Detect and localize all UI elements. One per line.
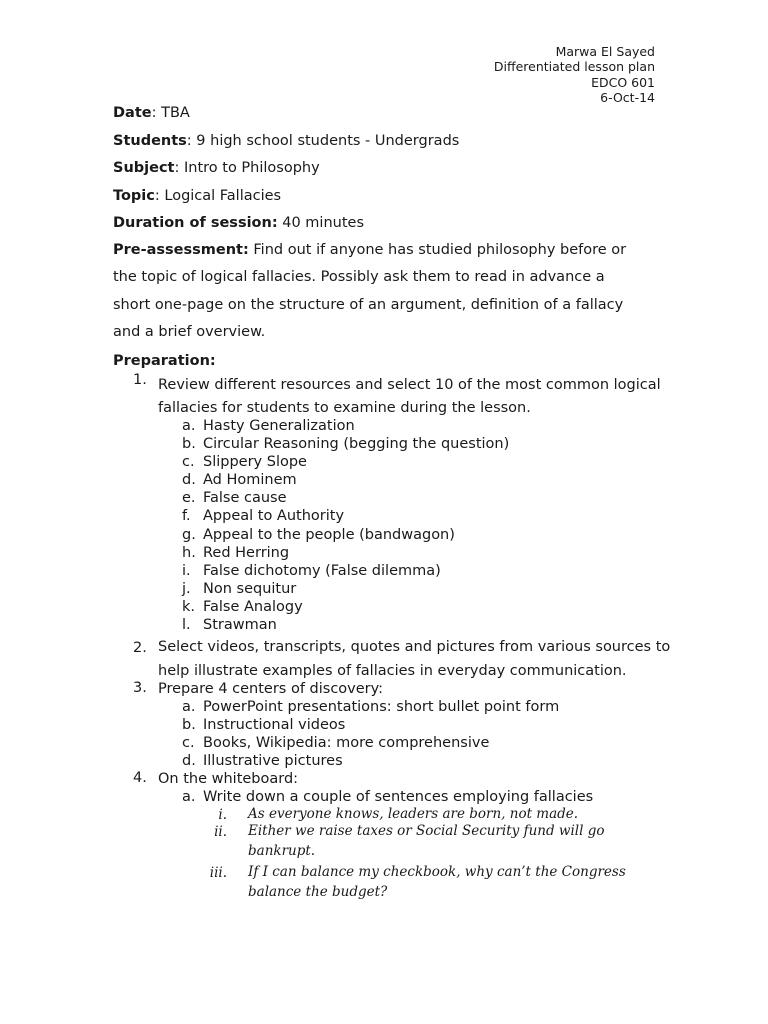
list-text: False Analogy: [203, 598, 303, 615]
preassessment-line: and a brief overview.: [113, 324, 266, 340]
date-field: [113, 104, 703, 122]
list-text: On the whiteboard:: [158, 771, 299, 787]
list-marker: ii.: [214, 823, 227, 840]
list-item: [158, 788, 703, 904]
list-text: False cause: [203, 490, 287, 507]
example-sentence: As everyone knows, leaders are born, not made.: [248, 806, 579, 823]
list-text: Prepare 4 centers of discovery:: [158, 680, 384, 697]
field-label: Duration of session:: [113, 215, 278, 231]
list-text: Red Herring: [203, 544, 290, 561]
preparation-heading: Preparation:: [113, 352, 216, 369]
list-marker: iii.: [209, 864, 227, 881]
list-text: Strawman: [203, 617, 277, 634]
list-item: [158, 734, 703, 752]
example-sentence: bankrupt.: [248, 843, 316, 860]
list-text: Books, Wikipedia: more comprehensive: [203, 734, 490, 751]
list-item: [158, 562, 703, 580]
list-item: [158, 417, 703, 435]
list-item: [203, 864, 703, 905]
list-item: [158, 471, 703, 489]
document-date: 6-Oct-14: [600, 89, 655, 105]
list-item: [158, 435, 703, 453]
preassessment-section: [113, 237, 703, 347]
list-marker: d.: [182, 752, 196, 769]
list-number: 4.: [133, 770, 147, 786]
list-marker: b.: [182, 436, 196, 453]
list-text: Select videos, transcripts, quotes and pictures from various sources to: [158, 639, 671, 656]
field-value: : Logical Fallacies: [154, 187, 282, 204]
list-item: [203, 806, 703, 823]
list-text: Appeal to Authority: [203, 508, 345, 525]
list-number: 3.: [133, 679, 147, 696]
list-text: PowerPoint presentations: short bullet point form: [203, 698, 560, 715]
list-marker: a.: [182, 789, 196, 805]
example-sentence: If I can balance my checkbook, why can’t the Congress: [248, 863, 626, 880]
list-item: [113, 634, 703, 680]
centers-list: [158, 698, 703, 770]
field-value: Find out if anyone has studied philosophy before or: [248, 241, 627, 258]
list-text: help illustrate examples of fallacies in everyday communication.: [158, 662, 627, 679]
list-item: [158, 526, 703, 544]
preassessment-line: short one-page on the structure of an argument, definition of a fallacy: [113, 296, 624, 313]
list-text: False dichotomy (False dilemma): [203, 562, 441, 579]
fallacy-list: [158, 417, 703, 634]
list-marker: g.: [182, 526, 196, 543]
list-marker: c.: [182, 734, 195, 751]
list-marker: i.: [218, 807, 227, 824]
field-label: Students: [113, 132, 187, 149]
list-marker: f.: [182, 508, 191, 525]
list-marker: i.: [182, 562, 191, 579]
list-item: [158, 598, 703, 616]
field-value: : Intro to Philosophy: [174, 160, 320, 176]
list-text: Illustrative pictures: [203, 752, 343, 769]
duration-field: [113, 214, 703, 232]
list-item: [158, 507, 703, 525]
list-marker: l.: [182, 617, 191, 634]
list-marker: a.: [182, 418, 196, 434]
document-type: Differentiated lesson plan: [493, 59, 655, 75]
field-label: Subject: [113, 160, 175, 176]
list-item: [158, 489, 703, 507]
list-text: Slippery Slope: [203, 454, 307, 471]
topic-field: [113, 187, 703, 205]
list-text: Review different resources and select 10 of the most common logical: [158, 376, 661, 393]
example-sentences-list: [203, 806, 703, 904]
list-text: Appeal to the people (bandwagon): [203, 526, 455, 543]
field-value: 40 minutes: [277, 215, 365, 231]
list-item: [158, 716, 703, 734]
preassessment-line: the topic of logical fallacies. Possibly ask them to read in advance a: [113, 269, 605, 285]
list-item: [158, 616, 703, 634]
list-item: [113, 372, 703, 635]
document-header: [494, 44, 655, 105]
list-marker: e.: [182, 490, 196, 507]
field-label: Pre-assessment:: [113, 241, 249, 258]
list-text: Circular Reasoning (begging the question): [203, 436, 510, 453]
field-label: Date: [113, 105, 152, 121]
list-item: [113, 770, 703, 904]
subject-field: [113, 159, 703, 177]
lesson-plan-body: [113, 104, 703, 904]
list-text: Hasty Generalization: [203, 418, 355, 434]
list-number: 2.: [133, 640, 147, 657]
list-item: [158, 544, 703, 562]
list-marker: c.: [182, 454, 195, 471]
list-item: [158, 453, 703, 471]
list-marker: b.: [182, 716, 196, 733]
preassessment-line: [113, 237, 703, 265]
list-text: fallacies for students to examine during the lesson.: [158, 400, 531, 416]
example-sentence: balance the budget?: [248, 883, 388, 900]
preparation-list: [113, 372, 703, 905]
list-marker: j.: [182, 580, 191, 597]
list-marker: d.: [182, 472, 196, 489]
list-text: Instructional videos: [203, 716, 346, 733]
list-text: Write down a couple of sentences employing fallacies: [203, 789, 594, 805]
list-item: [158, 752, 703, 770]
list-text: Ad Hominem: [203, 472, 297, 489]
list-number: 1.: [133, 371, 147, 388]
students-field: [113, 132, 703, 150]
list-marker: k.: [182, 598, 196, 615]
list-item: [113, 680, 703, 770]
field-label: Topic: [113, 187, 155, 204]
course-code: EDCO 601: [591, 74, 655, 90]
list-item: [203, 823, 703, 864]
field-value: : TBA: [151, 105, 190, 121]
example-sentence: Either we raise taxes or Social Security fund will go: [248, 822, 605, 839]
whiteboard-list: [158, 788, 703, 904]
list-marker: h.: [182, 544, 196, 561]
list-marker: a.: [182, 698, 196, 715]
list-item: [158, 698, 703, 716]
author-name: Marwa El Sayed: [555, 44, 655, 59]
field-value: : 9 high school students - Undergrads: [186, 132, 460, 149]
list-item: [158, 580, 703, 598]
list-text: Non sequitur: [203, 580, 297, 597]
